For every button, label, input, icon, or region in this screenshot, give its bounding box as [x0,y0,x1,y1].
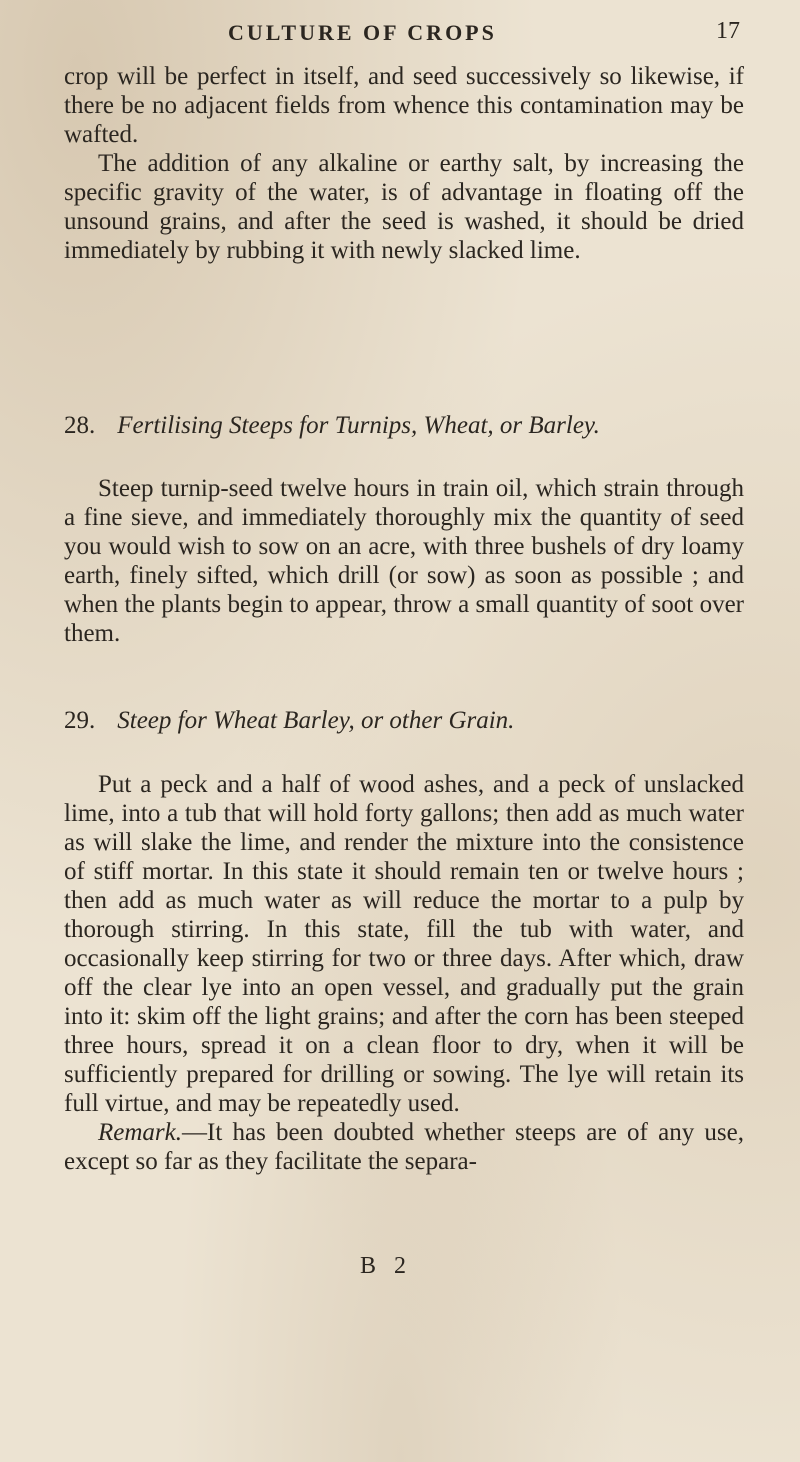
remark-text: —It has been doubted whether steeps are of any use, except so far as they facilitate the separa- [64,1119,744,1175]
page-header [0,16,800,56]
signature-mark: B 2 [360,1253,413,1279]
continued-paragraph: crop will be perfect in itself, and seed successively so likewise, if there be no adjacent fields from whence this contamination may be wafted. [64,63,744,148]
section-heading-28 [64,411,754,441]
opening-paragraphs [64,62,744,265]
paragraph-alkaline-salt: The addition of any alkaline or earthy salt, by increasing the specific gravity of the water, is of advantage in floating off the unsound grains, and after the seed is washed, it should be dried immediately by rubbing it with newly slacked lime. [64,150,744,264]
section-title: Fertilising Steeps for Turnips, Wheat, or Barley. [117,412,600,439]
running-head: CULTURE OF CROPS [228,20,497,45]
section-number: 29. [64,707,96,734]
paragraph-remark [64,1118,744,1176]
section-28-body [64,474,744,648]
page-number: 17 [716,18,740,44]
section-29-body [64,770,744,1176]
section-number: 28. [64,412,96,439]
section-title: Steep for Wheat Barley, or other Grain. [117,707,515,734]
remark-label: Remark. [98,1119,182,1146]
paragraph-turnip-steep: Steep turnip-seed twelve hours in train oil, which strain through a fine sieve, and immediately thoroughly mix the quantity of seed you would wish to sow on an acre, with three bushels of dry loamy earth, finely sifted, which drill (or sow) as soon as possible ; and when the plants begin to appear, throw a small quantity of soot over them. [64,475,744,647]
paragraph-wheat-steep: Put a peck and a half of wood ashes, and a peck of unslacked lime, into a tub that will hold forty gallons; then add as much water as will slake the lime, and render the mixture into the consistence of stiff mortar. In this state it should remain ten or twelve hours ; then add as much water as will reduce the mortar to a pulp by thorough stirring. In this state, fill the tub with water, and occasionally keep stirring for two or three days. After which, draw off the clear lye into an open vessel, and gradually put the grain into it: skim off the light grains; and after the corn has been steeped three hours, spread it on a clean floor to dry, when it will be sufficiently prepared for drilling or sowing. The lye will retain its full virtue, and may be repeatedly used. [64,771,744,1117]
section-heading-29 [64,706,754,736]
